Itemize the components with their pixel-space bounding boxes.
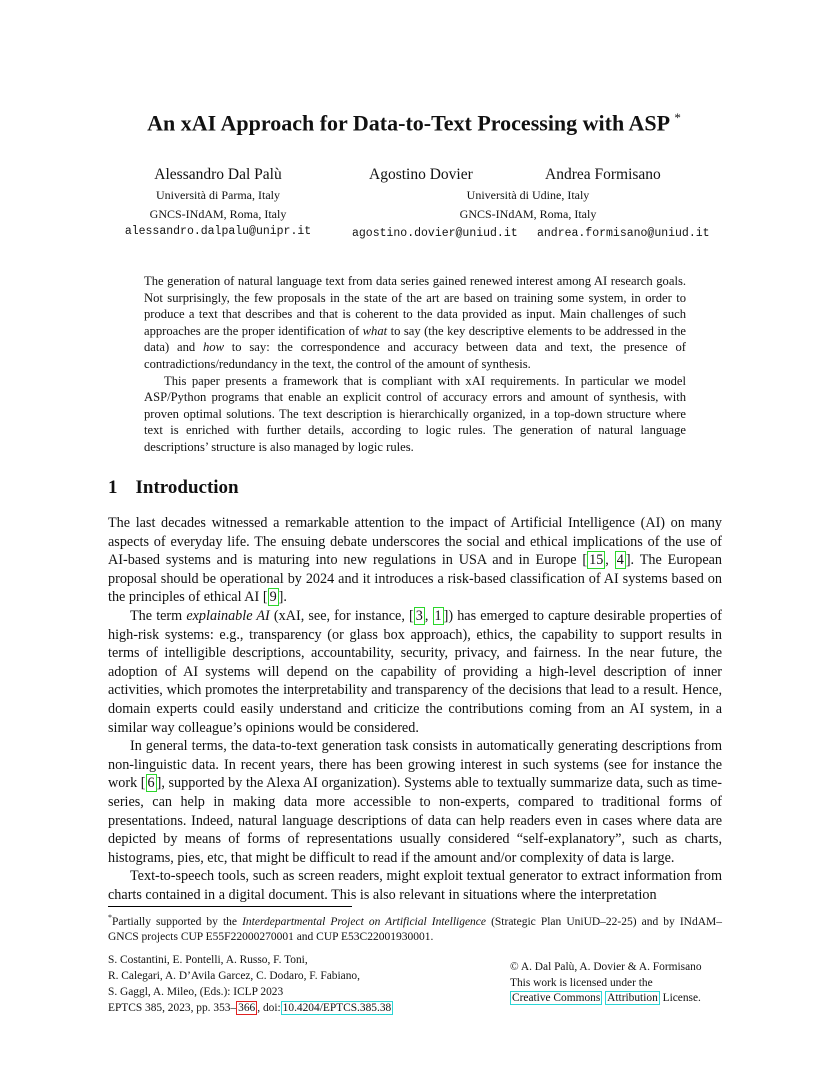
- text-run: EPTCS 385, 2023, pp. 353–: [108, 1002, 237, 1014]
- title-text: An xAI Approach for Data-to-Text Processing with ASP: [147, 110, 669, 136]
- copyright-line: © A. Dal Palù, A. Dovier & A. Formisano: [510, 961, 702, 973]
- citation-link[interactable]: 6: [147, 775, 155, 792]
- shared-affiliation-line: GNCS-INdAM, Roma, Italy: [459, 207, 597, 221]
- text-run: to say: the correspondence and accuracy between data and text, the presence of contradictions/redundancy in the text, the control of the amount of synthesis.: [144, 340, 686, 371]
- author-email-2: agostino.dovier@uniud.it: [352, 227, 518, 240]
- license-links: [510, 991, 702, 1007]
- pubinfo-line: R. Calegari, A. D’Avila Garcez, C. Dodaro, F. Fabiano,: [108, 970, 360, 982]
- author-name: Alessandro Dal Palù: [154, 166, 282, 183]
- doi-link[interactable]: 10.4204/EPTCS.385.38: [282, 1002, 392, 1014]
- paragraph: [108, 737, 722, 867]
- text-run: The term: [130, 607, 187, 624]
- author-affiliation: Università di Parma, Italy: [156, 188, 280, 202]
- last-page-link[interactable]: 366: [238, 1002, 256, 1014]
- text-run: ], supported by the Alexa AI organization). Systems able to textually summarize data, such as time-series, can help in making data more accessible to non-experts, compared to traditional forms of presentations. Indeed, natural language descriptions of data can help readers even in cases where data are depicted by means of forms of representations usually considered “self-explanatory”, such as charts, histograms, pies, etc, that might be difficult to read if the amount and/or complexity of data is large.: [108, 775, 722, 866]
- abstract: [144, 273, 686, 456]
- pubinfo-line: [108, 1000, 393, 1016]
- citation-link[interactable]: 1: [434, 607, 442, 624]
- text-run: , doi:: [257, 1002, 281, 1014]
- paragraph: The term explainable AI (xAI, see, for instance, [ 3 , 1 ]) has emerged to capture desirable properties of high-risk systems: e.g., transparency (or glass box approach), ethics, the capability to support results in terms of intelligible descriptions, accountability, security, privacy, and fairness. In the near future, the adoption of AI systems will depend on the capability of providing a high-level description of inner activities, which promotes the interpretability and transparency of the decisions that lead to a result. Hence, domain experts could easily understand and criticize the contributions coming from an AI system, in a similar way colleague’s opinions would be considered.: [108, 607, 723, 736]
- attribution-link[interactable]: Attribution: [607, 992, 658, 1004]
- text-run: (Strategic Plan UniUD–22-25) and by INdAM–GNCS projects CUP E55F22000270001 and CUP E53C22001930001.: [108, 915, 722, 943]
- text-run: how: [202, 340, 224, 355]
- text-run: In general terms, the data-to-text generation task consists in automatically generating descriptions from non-linguistic data. In recent years, there has been growing interest in such systems (see for instance the work [: [108, 738, 722, 792]
- author-affiliation: GNCS-INdAM, Roma, Italy: [149, 207, 287, 221]
- author-name-3: Andrea Formisano: [545, 166, 661, 183]
- footnote: [108, 910, 722, 945]
- license-line: This work is licensed under the: [510, 976, 653, 989]
- text-run: The last decades witnessed a remarkable attention to the impact of Artificial Intelligence (AI) on many aspects of everyday life. The ensuing debate underscores the social and ethical implications of the use of AI-based systems and is maturing into new regulations in USA and in Europe [: [108, 515, 722, 569]
- paper-title: [0, 110, 828, 136]
- text-run: License.: [659, 992, 701, 1004]
- text-run: (xAI, see, for instance, [: [269, 607, 414, 624]
- title-footnote-mark[interactable]: *: [674, 110, 681, 125]
- text-run: ]. The European proposal should be operational by 2024 and it introduces a risk-based classification of AI systems based on the principles of ethical AI [: [108, 552, 723, 606]
- pubinfo-line: S. Gaggl, A. Mileo, (Eds.): ICLP 2023: [108, 986, 284, 998]
- citation-link[interactable]: 9: [269, 589, 277, 606]
- abstract-paragraph: This paper presents a framework that is compliant with xAI requirements. In particular we model ASP/Python programs that enable an explicit control of accuracy errors and amount of synthesis, with proven optimal solutions. The text description is hierarchically organized, in a top-down structure where text is enriched with further details, according to logic rules. The generation of natural language descriptions’ structure is also managed by logic rules.: [144, 373, 686, 454]
- citation-link[interactable]: 3: [415, 607, 423, 624]
- creative-commons-link[interactable]: Creative Commons: [512, 992, 601, 1004]
- section-number: 1: [108, 477, 118, 498]
- abstract-paragraph: [144, 273, 686, 373]
- text-run: to say (the key descriptive elements to be addressed in the data) and: [144, 323, 686, 355]
- text-run: Partially supported by the: [112, 915, 243, 928]
- pubinfo-line: S. Costantini, E. Pontelli, A. Russo, F. Toni,: [108, 954, 308, 966]
- text-run: Interdepartmental Project on Artificial Intelligence: [242, 915, 487, 928]
- publication-info: [108, 952, 393, 1016]
- shared-affiliation: [360, 186, 696, 224]
- shared-affiliation-line: Università di Udine, Italy: [466, 188, 590, 202]
- intro-body: [108, 514, 722, 904]
- text-run: ].: [278, 589, 287, 606]
- author-email-3: andrea.formisano@uniud.it: [537, 227, 710, 240]
- citation-link[interactable]: 4: [616, 552, 624, 569]
- citation-link[interactable]: 15: [589, 552, 604, 569]
- text-run: explainable AI: [186, 607, 270, 624]
- author-email: alessandro.dalpalu@unipr.it: [124, 225, 312, 238]
- license-block: [510, 960, 702, 1007]
- section-title: Introduction: [135, 477, 239, 498]
- text-run: what: [362, 323, 388, 338]
- paragraph: The last decades witnessed a remarkable attention to the impact of Artificial Intelligence (AI) on many aspects of everyday life. The ensuing debate underscores the social and ethical implications of the use of AI-based systems and is maturing into new regulations in USA and in Europe [ 15 , 4 ]. The European proposal should be operational by 2024 and it introduces a risk-based classification of AI systems based on the principles of ethical AI [ 9 ].: [108, 515, 723, 606]
- text-run: ]) has emerged to capture desirable properties of high-risk systems: e.g., transparency (or glass box approach), ethics, the capability to support results in terms of intelligible descriptions, accountability, security, privacy, and fairness. In the near future, the adoption of AI systems will depend on the capability of providing a high-level description of inner activities, which promotes the interpretability and transparency of the decisions that lead to a result. Hence, domain experts could easily understand and criticize the contributions coming from an AI system, in a similar way colleague’s opinions would be considered.: [108, 607, 723, 736]
- section-heading: [108, 477, 239, 499]
- footnote-rule: [108, 906, 352, 907]
- text-run: The generation of natural language text from data series gained renewed interest among AI research goals. Not surprisingly, the few proposals in the state of the art are based on training some system, in order to produce a text that describes and that is coherent to the data provided as input. Main challenges of such approaches are the proper identification of: [144, 274, 686, 338]
- author-name-2: Agostino Dovier: [369, 166, 473, 183]
- author-block-1: [122, 166, 314, 238]
- footnote-mark: *: [108, 913, 112, 922]
- paragraph: Text-to-speech tools, such as screen readers, might exploit textual generator to extract information from charts contained in a digital document. This is also relevant in situations where the interpretation: [108, 868, 722, 903]
